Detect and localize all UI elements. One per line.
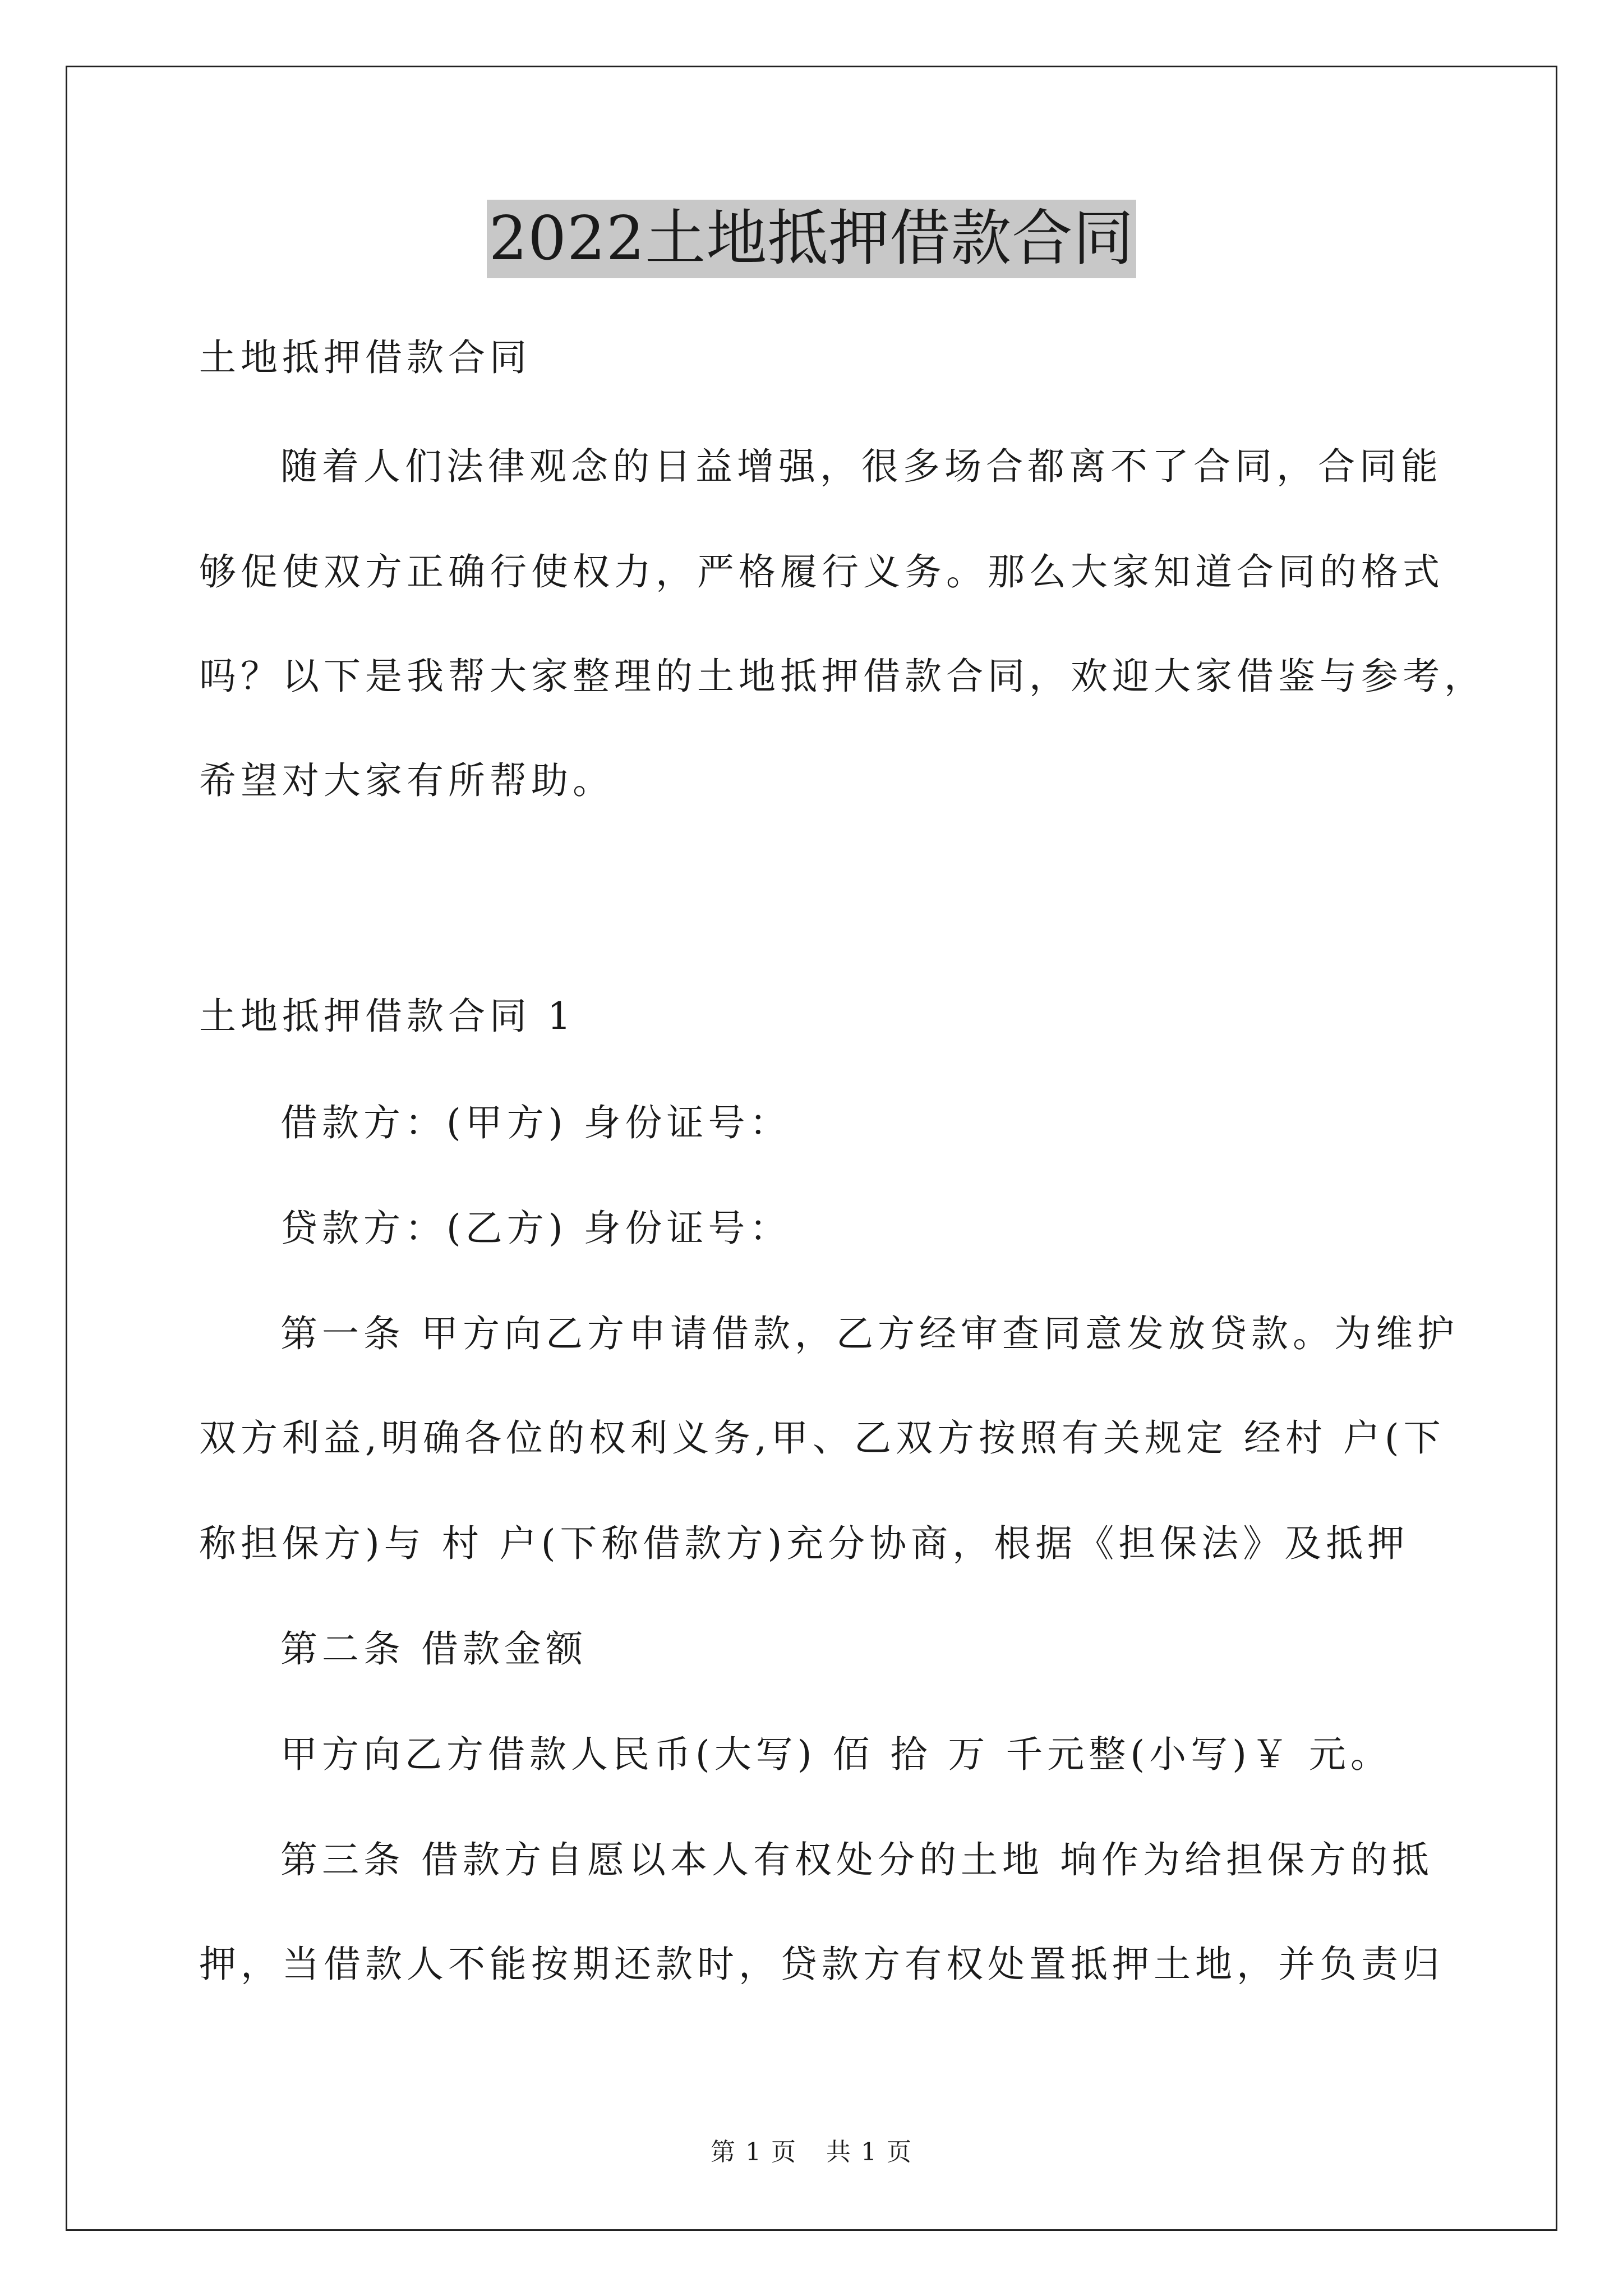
body-line: 双方利益,明确各位的权利义务,甲、乙双方按照有关规定 经村 户(下 bbox=[199, 1416, 1445, 1460]
body-line: 贷款方：(乙方) 身份证号： bbox=[280, 1207, 791, 1250]
document-subtitle: 土地抵押借款合同 bbox=[199, 336, 531, 379]
body-line: 押，当借款人不能按期还款时，贷款方有权处置抵押土地，并负责归 bbox=[199, 1943, 1444, 1986]
body-line: 第一条 甲方向乙方申请借款，乙方经审查同意发放贷款。为维护 bbox=[280, 1312, 1459, 1355]
body-line: 甲方向乙方借款人民币(大写) 佰 拾 万 千元整(小写)￥ 元。 bbox=[280, 1733, 1392, 1776]
body-line: 第二条 借款金额 bbox=[280, 1627, 587, 1671]
intro-line: 随着人们法律观念的日益增强，很多场合都离不了合同，合同能 bbox=[280, 445, 1442, 488]
body-line: 借款方：(甲方) 身份证号： bbox=[280, 1101, 791, 1144]
page-number-total: 共 1 页 bbox=[826, 2138, 912, 2166]
body-line: 称担保方)与 村 户(下称借款方)充分协商，根据《担保法》及抵押 bbox=[199, 1522, 1409, 1565]
intro-line: 够促使双方正确行使权力，严格履行义务。那么大家知道合同的格式 bbox=[199, 550, 1444, 593]
page-footer bbox=[0, 2132, 1623, 2168]
section-heading: 土地抵押借款合同 1 bbox=[199, 995, 575, 1038]
page-number-current: 第 1 页 bbox=[711, 2138, 797, 2166]
body-line: 第三条 借款方自愿以本人有权处分的土地 垧作为给担保方的抵 bbox=[280, 1838, 1433, 1881]
page-border bbox=[66, 66, 1557, 2231]
intro-line: 希望对大家有所帮助。 bbox=[199, 759, 614, 802]
intro-line: 吗？以下是我帮大家整理的土地抵押借款合同，欢迎大家借鉴与参考， bbox=[199, 655, 1486, 698]
document-title: 2022土地抵押借款合同 bbox=[487, 200, 1137, 278]
title-container bbox=[0, 200, 1623, 278]
